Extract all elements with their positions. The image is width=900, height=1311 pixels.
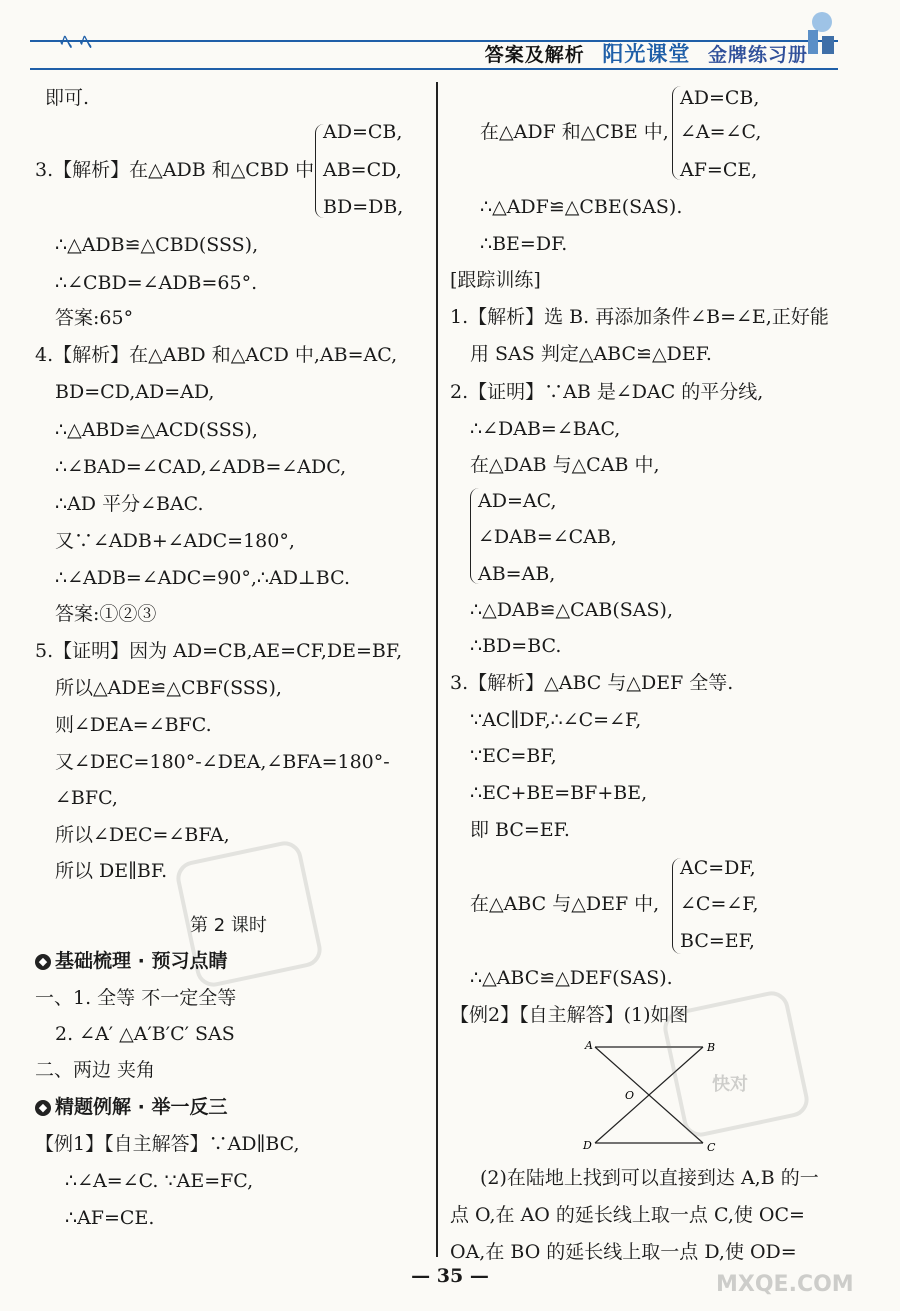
section-heading: ◆ 精题例解 · 举一反三 <box>35 1089 227 1126</box>
text-line: ∴∠DAB=∠BAC, <box>470 418 621 440</box>
text-line: 3.【解析】△ABC 与△DEF 全等. <box>450 672 734 694</box>
watermark-logo <box>660 988 812 1140</box>
system-line: AC=DF, <box>680 857 756 879</box>
text-line: ∴△ADB≌△CBD(SSS), <box>55 234 259 256</box>
text-line: ∴EC+BE=BF+BE, <box>470 782 648 804</box>
header-part2: 金牌练习册 <box>707 44 808 66</box>
text-line: 2. ∠A′ △A′B′C′ SAS <box>55 1023 235 1045</box>
text-line: ∴BE=DF. <box>480 233 568 255</box>
text-line: ∴△DAB≌△CAB(SAS), <box>470 599 673 621</box>
text-line: ∴AD 平分∠BAC. <box>55 493 204 515</box>
header-part1: 答案及解析 <box>484 44 585 66</box>
system-line: AD=AC, <box>478 490 557 512</box>
text-line: 在△ADF 和△CBE 中, <box>480 121 669 143</box>
column-divider <box>436 82 438 1257</box>
system-line: AD=CB, <box>323 121 403 143</box>
text-line: 即 BC=EF. <box>470 819 570 841</box>
text-line: 又∠DEC=180°-∠DEA,∠BFA=180°- <box>55 751 390 773</box>
text-line: 1.【解析】选 B. 再添加条件∠B=∠E,正好能 <box>450 306 829 328</box>
text-line: 二、两边 夹角 <box>35 1059 156 1081</box>
text-line: (2)在陆地上找到可以直接到达 A,B 的一 <box>480 1167 819 1189</box>
text-line: ∴△ABC≌△DEF(SAS). <box>470 967 673 989</box>
system-line: AD=CB, <box>680 87 760 109</box>
text-line: ∵AC∥DF,∴∠C=∠F, <box>470 709 642 731</box>
text-line: 又∵∠ADB+∠ADC=180°, <box>55 530 295 552</box>
text-line: 在△ABC 与△DEF 中, <box>470 893 660 915</box>
lesson-title: 第 2 课时 <box>190 915 267 936</box>
text-line: ∴∠BAD=∠CAD,∠ADB=∠ADC, <box>55 456 347 478</box>
point-label-c: C <box>707 1141 716 1154</box>
text-line: 【例1】【自主解答】∵AD∥BC, <box>35 1133 300 1155</box>
text-line: OA,在 BO 的延长线上取一点 D,使 OD= <box>450 1241 797 1263</box>
page-header <box>0 0 900 80</box>
text-line: 所以∠DEC=∠BFA, <box>55 824 230 846</box>
system-line: ∠A=∠C, <box>680 121 762 143</box>
birds-decoration-icon: ﾍ ﾍ <box>60 28 92 56</box>
text-line: 一、1. 全等 不一定全等 <box>35 987 237 1009</box>
text-line: 所以 DE∥BF. <box>55 860 168 882</box>
watermark-site: MXQE.COM <box>716 1272 854 1297</box>
section-bullet-icon: ◆ <box>35 954 51 970</box>
text-line: 在△DAB 与△CAB 中, <box>470 454 660 476</box>
point-label-d: D <box>583 1139 592 1152</box>
text-line: 2.【证明】∵AB 是∠DAC 的平分线, <box>450 381 764 403</box>
text-line: 所以△ADE≌△CBF(SSS), <box>55 677 282 699</box>
point-label-o: O <box>625 1089 635 1102</box>
system-line: ∠DAB=∠CAB, <box>478 526 617 548</box>
text-line: BD=CD,AD=AD, <box>55 381 215 403</box>
text-line: 则∠DEA=∠BFC. <box>55 714 212 736</box>
point-label-a: A <box>585 1039 593 1052</box>
text-line: ∴∠CBD=∠ADB=65°. <box>55 272 258 294</box>
system-line: AB=CD, <box>323 159 402 181</box>
system-line: AF=CE, <box>680 159 758 181</box>
header-brand: 阳光课堂 <box>602 42 691 66</box>
page-number: — 35 — <box>411 1265 489 1287</box>
text-line: ∴∠ADB=∠ADC=90°,∴AD⊥BC. <box>55 567 351 589</box>
answer-line: 答案:①②③ <box>55 603 157 625</box>
system-line: ∠C=∠F, <box>680 893 759 915</box>
text-line: 即可. <box>45 87 90 109</box>
text-line: 5.【证明】因为 AD=CB,AE=CF,DE=BF, <box>35 640 403 662</box>
q3-intro: 3.【解析】在△ADB 和△CBD 中 <box>35 159 315 181</box>
text-line: ∴AF=CE. <box>65 1207 155 1229</box>
header-title <box>485 38 808 68</box>
section-bullet-icon: ◆ <box>35 1100 51 1116</box>
text-line: ∴△ADF≌△CBE(SAS). <box>480 196 683 218</box>
text-line: 点 O,在 AO 的延长线上取一点 C,使 OC= <box>450 1204 805 1226</box>
lighthouse-icon <box>800 8 840 56</box>
watermark-text: 快对 <box>712 1074 748 1095</box>
answer-line: 答案:65° <box>55 307 134 329</box>
text-line: ∴∠A=∠C. ∵AE=FC, <box>65 1170 254 1192</box>
text-line: ∵EC=BF, <box>470 745 557 767</box>
system-line: AB=AB, <box>478 563 556 585</box>
text-line: 【例2】【自主解答】(1)如图 <box>450 1004 689 1026</box>
system-line: BD=DB, <box>323 196 404 218</box>
subsection-heading: [跟踪训练] <box>450 269 541 291</box>
system-line: BC=EF, <box>680 930 755 952</box>
text-line: ∴△ABD≌△ACD(SSS), <box>55 419 258 441</box>
section-heading: ◆ 基础梳理 · 预习点睛 <box>35 943 227 980</box>
text-line: ∠BFC, <box>55 787 118 809</box>
text-line: 4.【解析】在△ABD 和△ACD 中,AB=AC, <box>35 344 398 366</box>
point-label-b: B <box>707 1041 716 1054</box>
text-line: ∴BD=BC. <box>470 635 562 657</box>
text-line: 用 SAS 判定△ABC≌△DEF. <box>470 343 712 365</box>
